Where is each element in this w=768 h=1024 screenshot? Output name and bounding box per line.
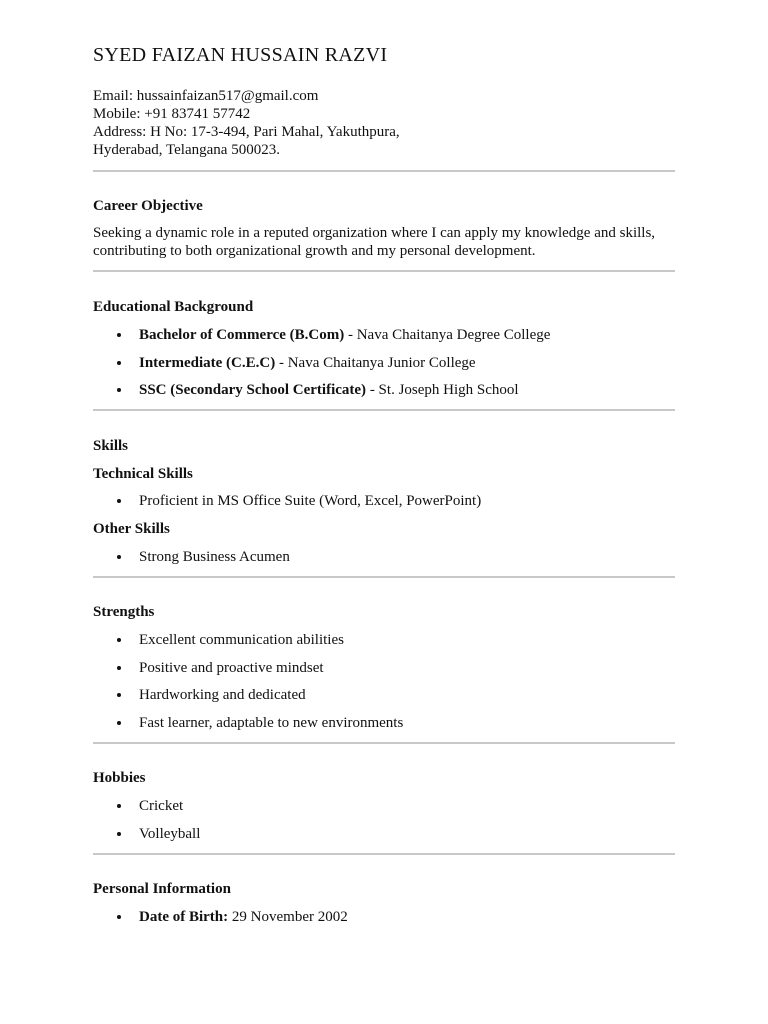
contact-email: Email: hussainfaizan517@gmail.com xyxy=(93,88,319,104)
hobby-item: Cricket xyxy=(139,798,184,814)
contact-mobile: Mobile: +91 83741 57742 xyxy=(93,106,251,122)
section-divider xyxy=(93,170,675,172)
strength-item: Hardworking and dedicated xyxy=(139,687,306,703)
education-heading: Educational Background xyxy=(93,299,254,315)
contact-address-line1: Address: H No: 17-3-494, Pari Mahal, Yakuthpura, xyxy=(93,124,400,140)
education-degree: SSC (Secondary School Certificate) xyxy=(139,382,367,398)
section-divider xyxy=(93,742,675,744)
bullet-icon xyxy=(117,333,121,337)
bullet-icon xyxy=(117,693,121,697)
bullet-icon xyxy=(117,361,121,365)
strength-item: Excellent communication abilities xyxy=(139,632,344,648)
section-divider xyxy=(93,409,675,411)
career-objective-line1: Seeking a dynamic role in a reputed organization where I can apply my knowledge and skills, xyxy=(93,225,656,241)
bullet-icon xyxy=(117,555,121,559)
other-skills-heading: Other Skills xyxy=(93,521,170,537)
education-degree: Bachelor of Commerce (B.Com) xyxy=(139,327,345,343)
education-institution: - St. Joseph High School xyxy=(366,382,519,398)
bullet-icon xyxy=(117,499,121,503)
hobbies-heading: Hobbies xyxy=(93,770,146,786)
education-institution: - Nava Chaitanya Degree College xyxy=(344,327,551,343)
hobby-item: Volleyball xyxy=(139,826,201,842)
personal-info-heading: Personal Information xyxy=(93,881,231,897)
strengths-heading: Strengths xyxy=(93,604,155,620)
career-objective-heading: Career Objective xyxy=(93,198,203,214)
bullet-icon xyxy=(117,832,121,836)
technical-skill: Proficient in MS Office Suite (Word, Excel, PowerPoint) xyxy=(139,493,482,509)
education-institution: - Nava Chaitanya Junior College xyxy=(275,355,476,371)
bullet-icon xyxy=(117,638,121,642)
bullet-icon xyxy=(117,804,121,808)
bullet-icon xyxy=(117,915,121,919)
strength-item: Fast learner, adaptable to new environments xyxy=(139,715,404,731)
section-divider xyxy=(93,270,675,272)
other-skill: Strong Business Acumen xyxy=(139,549,290,565)
career-objective-line2: contributing to both organizational growth and my personal development. xyxy=(93,243,536,259)
bullet-icon xyxy=(117,721,121,725)
section-divider xyxy=(93,853,675,855)
technical-skills-heading: Technical Skills xyxy=(93,466,193,482)
candidate-name: SYED FAIZAN HUSSAIN RAZVI xyxy=(93,44,388,66)
contact-address-line2: Hyderabad, Telangana 500023. xyxy=(93,142,280,158)
bullet-icon xyxy=(117,666,121,670)
section-divider xyxy=(93,576,675,578)
bullet-icon xyxy=(117,388,121,392)
skills-heading: Skills xyxy=(93,438,129,454)
education-degree: Intermediate (C.E.C) xyxy=(139,355,276,371)
dob-value: 29 November 2002 xyxy=(228,909,348,925)
dob-label: Date of Birth: xyxy=(139,909,229,925)
strength-item: Positive and proactive mindset xyxy=(139,660,324,676)
